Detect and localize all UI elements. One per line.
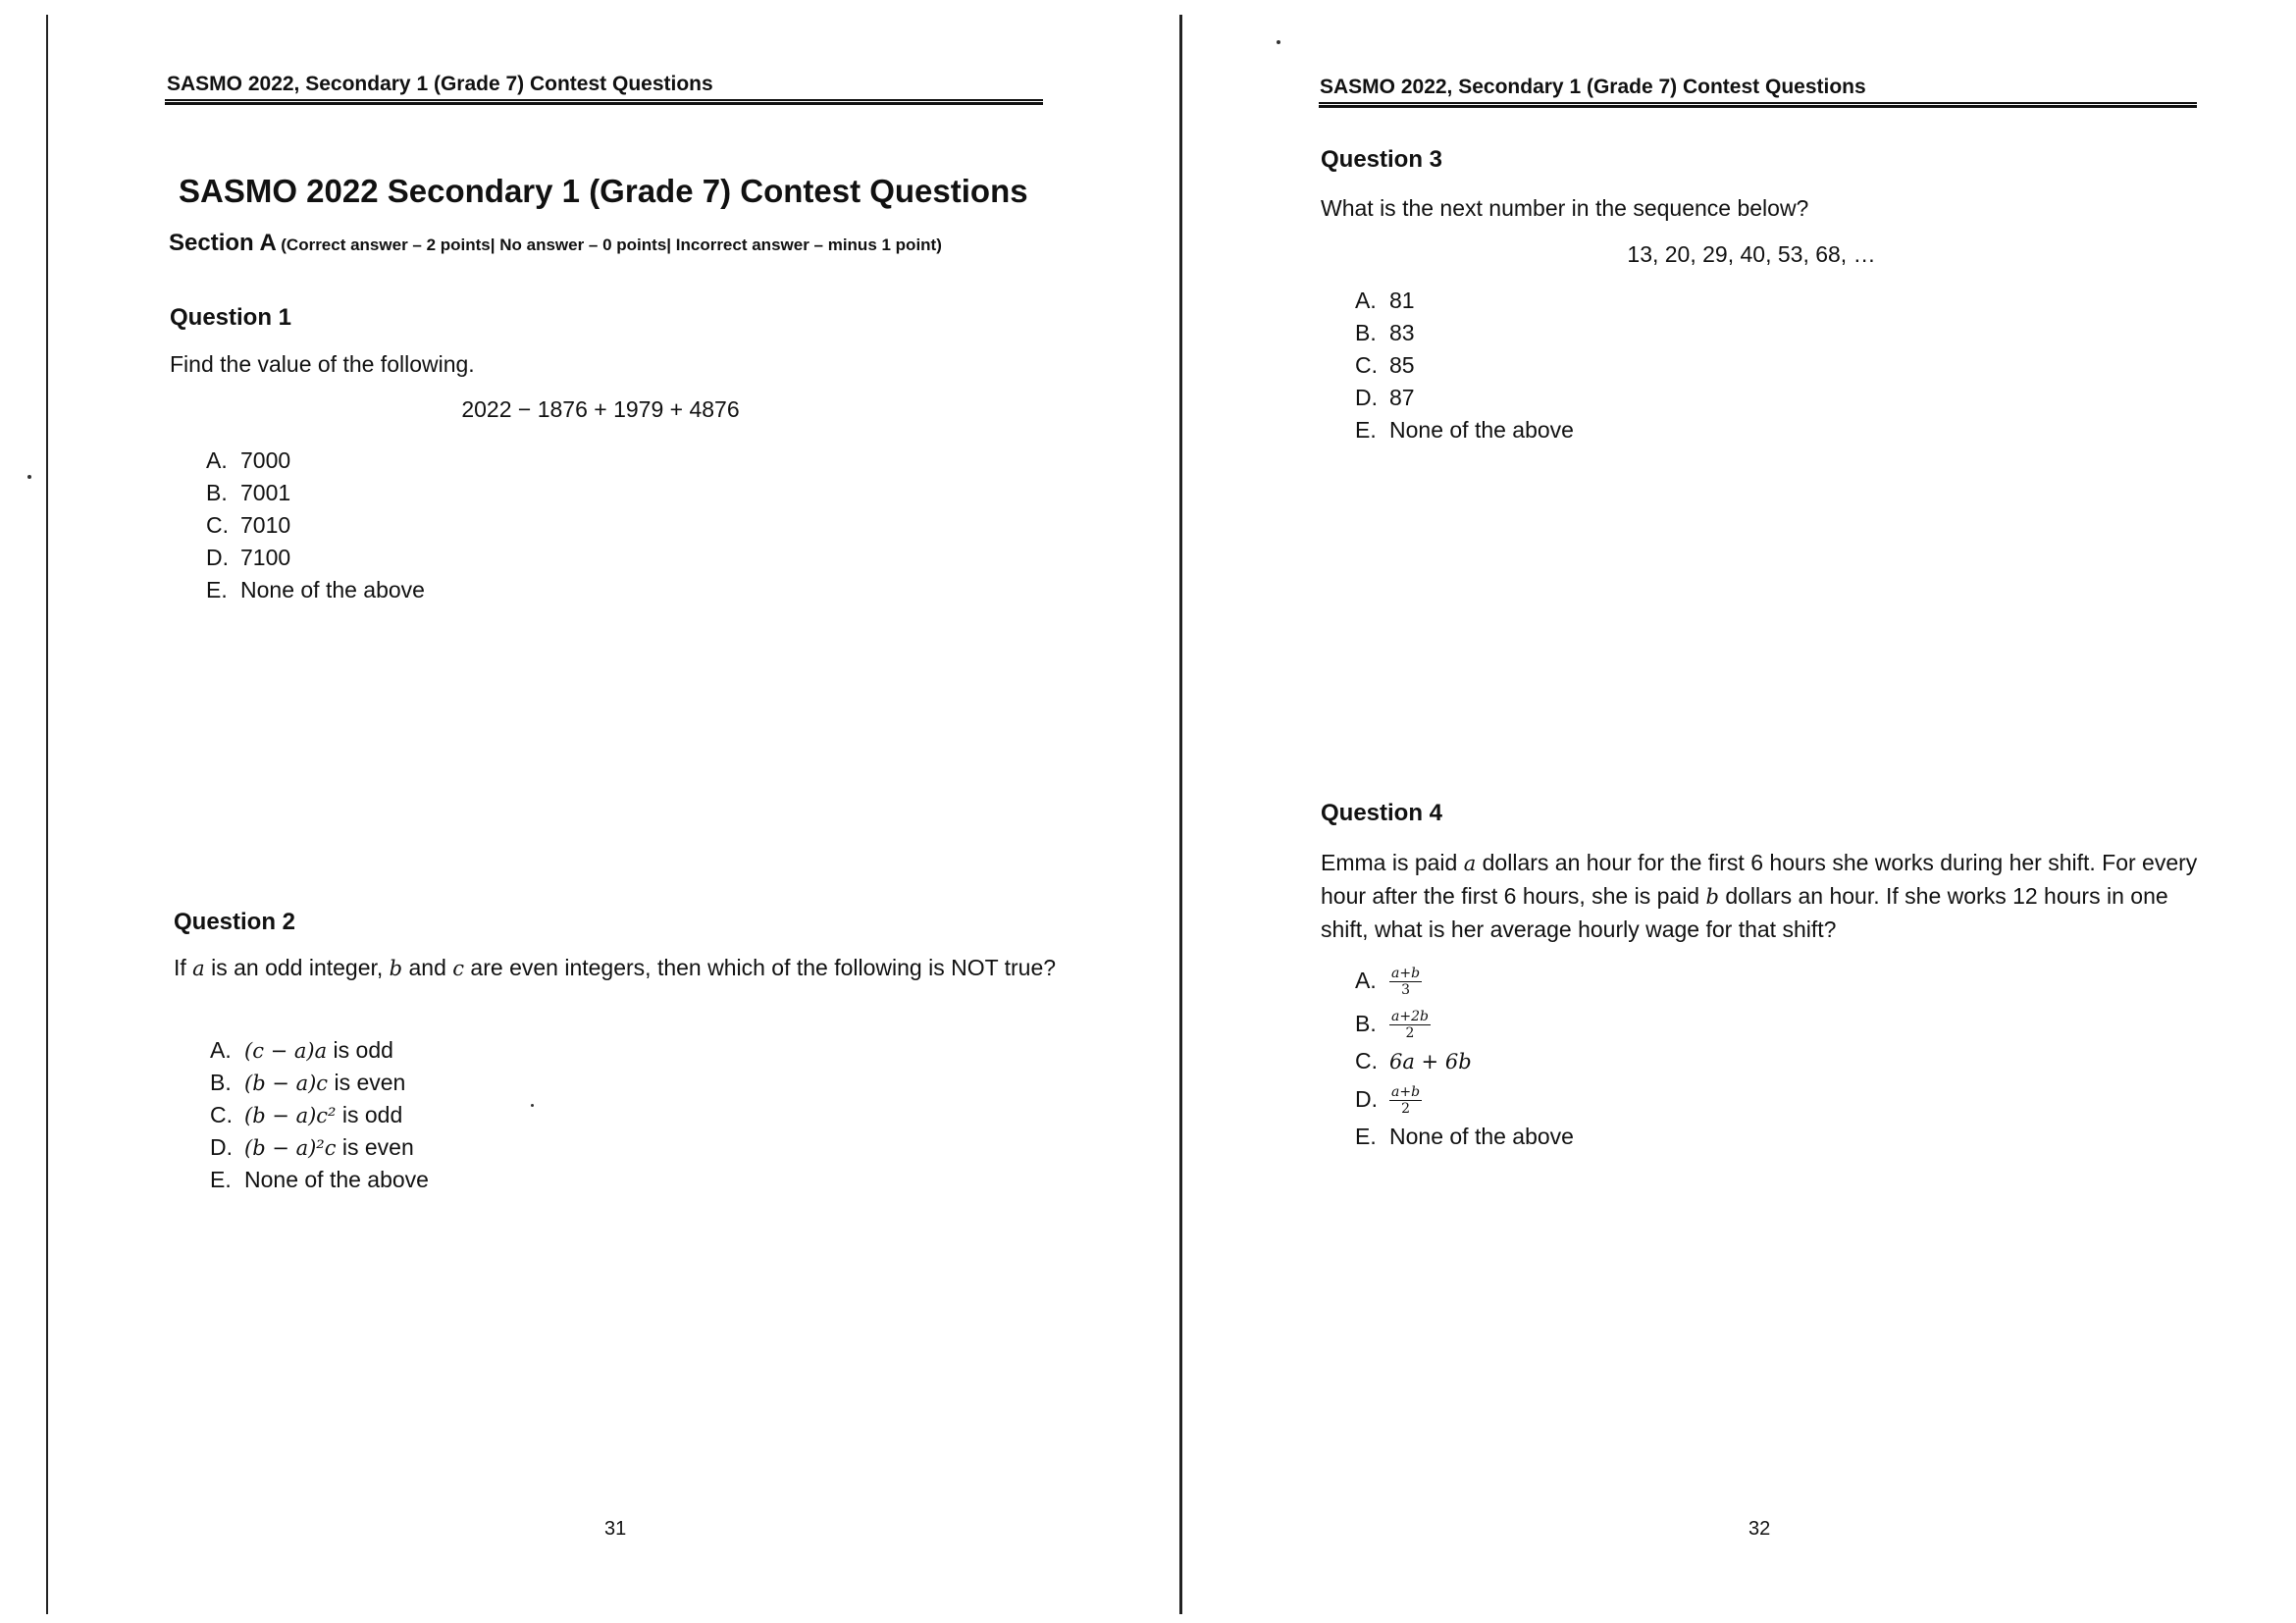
question-3-text: What is the next number in the sequence below? [1321, 195, 1809, 221]
option-e: E. None of the above [210, 1167, 429, 1192]
fraction: $\frac{a+b}{2}$ [1391, 1084, 1421, 1118]
option-e: E. None of the above [1355, 417, 1574, 443]
question-1-text: Find the value of the following. [170, 351, 475, 377]
option-a: A. 81 [1355, 288, 1415, 313]
question-3-sequence: 13, 20, 29, 40, 53, 68, … [1627, 241, 1876, 267]
right-page [1182, 0, 2296, 1623]
fraction: $\frac{a+2b}{2}$ [1391, 1009, 1429, 1042]
option-b: B. (b − a)c is even [210, 1070, 406, 1095]
scan-binding-edge [46, 15, 48, 1614]
fraction: $\frac{a+b}{3}$ [1391, 966, 1421, 999]
option-a: A. $\frac{a+b}{3}$ [1355, 966, 1421, 999]
running-header: SASMO 2022, Secondary 1 (Grade 7) Contest Questions [1320, 76, 1866, 98]
question-1-expression: 2022 − 1876 + 1979 + 4876 [461, 396, 740, 422]
question-3-heading: Question 3 [1321, 146, 1443, 173]
option-e: E. None of the above [1355, 1124, 1574, 1149]
option-b: B. 83 [1355, 320, 1415, 345]
option-e: E. None of the above [206, 577, 425, 602]
option-c: C. 85 [1355, 352, 1415, 378]
question-1-options [206, 445, 425, 606]
page-number: 32 [1748, 1518, 1771, 1540]
scan-speck [1277, 40, 1280, 44]
question-2-text: If a is an odd integer, b and c are even integers, then which of the following is NOT true? [174, 955, 1057, 980]
option-d: D. (b − a)²c is even [210, 1134, 414, 1160]
question-1-heading: Question 1 [170, 304, 292, 331]
option-d: D. 7100 [206, 545, 291, 570]
question-2-heading: Question 2 [174, 909, 296, 935]
running-header: SASMO 2022, Secondary 1 (Grade 7) Contest Questions [167, 73, 713, 95]
question-4-options [1355, 959, 1574, 1153]
option-a: A. 7000 [206, 447, 291, 473]
section-scoring-note: (Correct answer – 2 points| No answer – 0 points| Incorrect answer – minus 1 point) [281, 236, 942, 254]
question-4-heading: Question 4 [1321, 800, 1443, 826]
scan-speck [27, 475, 31, 479]
option-d: D. 87 [1355, 385, 1415, 410]
question-3-options [1355, 285, 1574, 446]
option-c: C. 6a + 6b [1355, 1048, 1472, 1073]
question-4-text: Emma is paid a dollars an hour for the first 6 hours she works during her shift. For every hour after the first 6 hours, she is paid b dollars an hour. If she works 12 hours in one shift, what is her average hourly wage for that shift? [1321, 850, 2198, 942]
header-rule [1319, 102, 2197, 108]
question-2-options [210, 1034, 429, 1196]
option-d: D. $\frac{a+b}{2}$ [1355, 1084, 1421, 1118]
scan-speck [531, 1104, 534, 1107]
option-c: C. 7010 [206, 512, 291, 538]
page-number: 31 [604, 1518, 627, 1540]
header-rule [165, 99, 1043, 105]
section-heading [169, 230, 942, 257]
option-c: C. (b − a)c² is odd [210, 1102, 403, 1127]
page-title: SASMO 2022 Secondary 1 (Grade 7) Contest Questions [179, 173, 1028, 209]
option-b: B. $\frac{a+2b}{2}$ [1355, 1009, 1429, 1042]
option-b: B. 7001 [206, 480, 291, 505]
section-label: Section A [169, 230, 277, 256]
option-a: A. (c − a)a is odd [210, 1037, 393, 1063]
